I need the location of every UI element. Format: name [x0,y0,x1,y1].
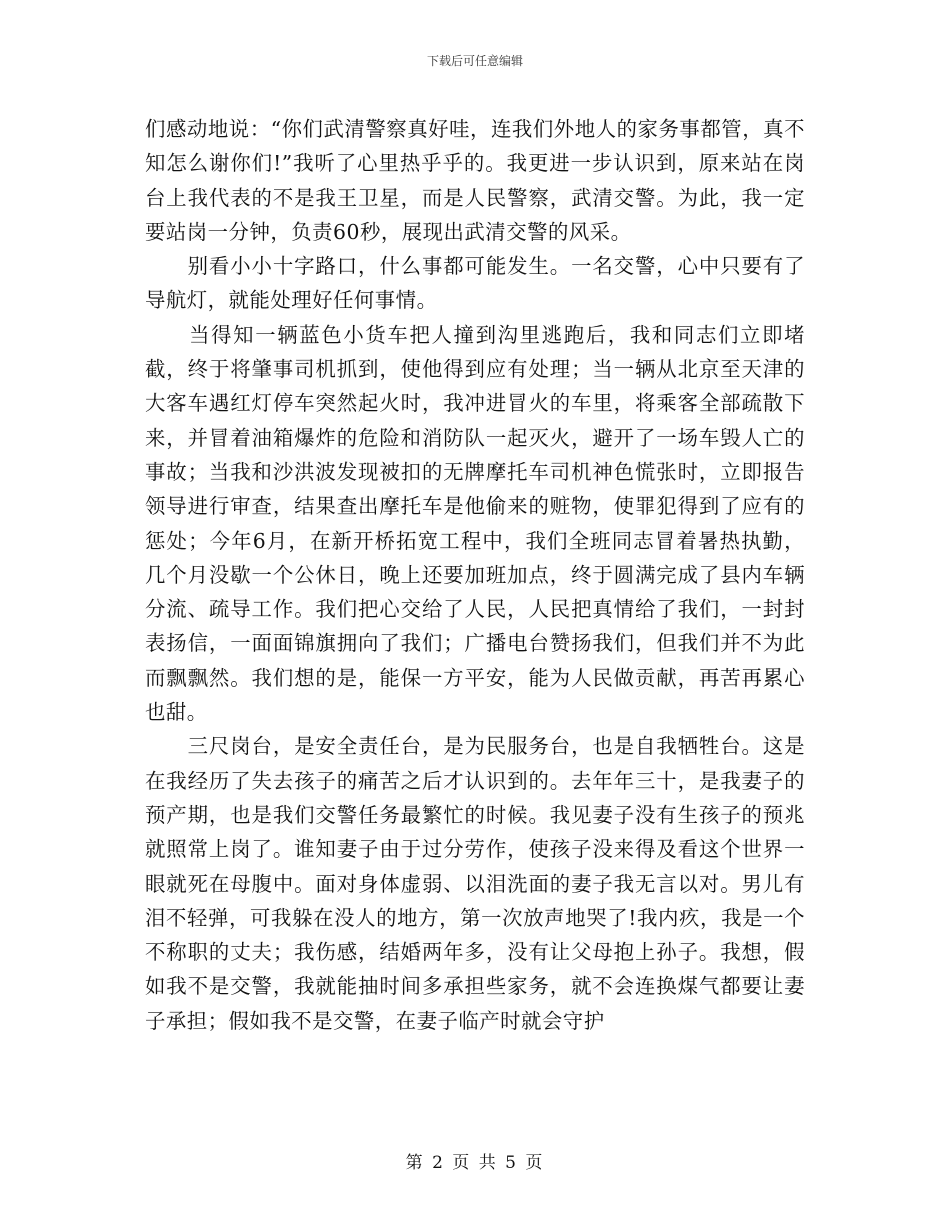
paragraph: 三尺岗台，是安全责任台，是为民服务台，也是自我牺牲台。这是在我经历了失去孩子的痛苦之后才认识到的。去年年三十，是我妻子的预产期，也是我们交警任务最繁忙的时候。我见妻子没有生孩子的预兆就照常上岗了。谁知妻子由于过分劳作，使孩子没来得及看这个世界一眼就死在母腹中。面对身体虚弱、以泪洗面的妻子我无言以对。男儿有泪不轻弹，可我躲在没人的地方，第一次放声地哭了!我内疚，我是一个不称职的丈夫；我伤感，结婚两年多，没有让父母抱上孙子。我想，假如我不是交警，我就能抽时间多承担些家务，就不会连换煤气都要让妻子承担；假如我不是交警，在妻子临产时就会守护 [145,734,805,1033]
page-number: 第 2 页 共 5 页 [405,1153,545,1173]
page-header: 下载后可任意编辑 [426,54,523,68]
paragraph: 们感动地说：“你们武清警察真好哇，连我们外地人的家务事都管，真不知怎么谢你们!”我听了心里热乎乎的。我更进一步认识到，原来站在岗台上我代表的不是我王卫星，而是人民警察，武清交警。为此，我一定要站岗一分钟，负责60秒，展现出武清交警的风采。 [145,117,805,244]
paragraph: 别看小小十字路口，什么事都可能发生。一名交警，心中只要有了导航灯，就能处理好任何事情。 [145,254,805,313]
paragraph: 当得知一辆蓝色小货车把人撞到沟里逃跑后，我和同志们立即堵截，终于将肇事司机抓到，使他得到应有处理；当一辆从北京至天津的大客车遇红灯停车突然起火时，我冲进冒火的车里，将乘客全部疏散下来，并冒着油箱爆炸的危险和消防队一起灭火，避开了一场车毁人亡的事故；当我和沙洪波发现被扣的无牌摩托车司机神色慌张时，立即报告领导进行审查，结果查出摩托车是他偷来的赃物，使罪犯得到了应有的惩处；今年6月，在新开桥拓宽工程中，我们全班同志冒着暑热执勤，几个月没歇一个公休日，晚上还要加班加点，终于圆满完成了县内车辆分流、疏导工作。我们把心交给了人民，人民把真情给了我们，一封封表扬信，一面面锦旗拥向了我们；广播电台赞扬我们，但我们并不为此而飘飘然。我们想的是，能保一方平安，能为人民做贡献，再苦再累心也甜。 [145,322,805,725]
body-text [145,112,805,1038]
